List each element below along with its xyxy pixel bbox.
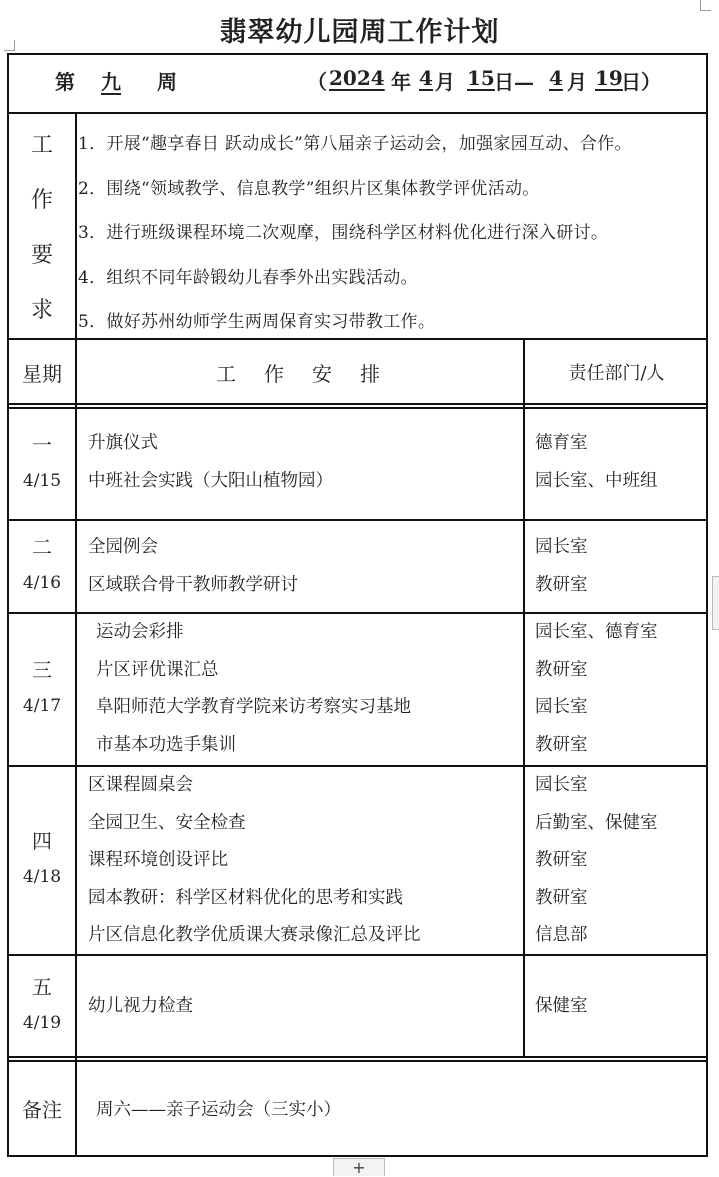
week-row — [7, 60, 708, 100]
year-unit: 年 — [391, 70, 411, 94]
header-owner: 责任部门/人 — [568, 363, 665, 384]
owner-item: 德育室 — [535, 433, 588, 453]
notes-label: 备注 — [22, 1097, 62, 1122]
tasks-thursday — [88, 767, 518, 955]
owner-item: 保健室 — [535, 996, 588, 1016]
notes-text: 周六——亲子运动会（三实小） — [96, 1100, 341, 1120]
week-suffix: 周 — [157, 70, 177, 94]
day-cell-friday — [9, 955, 75, 1056]
task-item: 区课程圆桌会 — [88, 775, 193, 795]
range-close: 日） — [621, 70, 661, 94]
tasks-wednesday — [96, 614, 526, 764]
column-divider — [75, 113, 77, 1156]
day-cell-tuesday — [9, 520, 75, 612]
owner-item: 园长室、德育室 — [535, 622, 658, 642]
year-value: 2024 — [329, 66, 385, 90]
task-item: 升旗仪式 — [88, 433, 158, 453]
owner-item: 教研室 — [535, 574, 588, 595]
task-item: 课程环境创设评比 — [88, 850, 228, 870]
day-unit-dash: 日— — [494, 70, 534, 94]
task-item: 片区信息化教学优质课大赛录像汇总及评比 — [88, 925, 421, 945]
add-sheet-button[interactable]: + — [333, 1158, 385, 1176]
requirements-label-char: 作 — [30, 188, 53, 213]
weekday-label: 四 — [32, 829, 52, 853]
side-scroll-handle[interactable] — [712, 576, 719, 630]
task-item: 片区评优课汇总 — [96, 659, 219, 680]
day-cell-thursday — [9, 766, 75, 954]
date-label: 4/16 — [22, 573, 62, 593]
owner-item: 园长室 — [535, 697, 588, 717]
requirements-list — [78, 122, 708, 345]
owners-tuesday — [535, 529, 705, 604]
task-item: 全园例会 — [88, 537, 158, 557]
weekday-label: 三 — [32, 658, 52, 682]
owner-item: 园长室 — [535, 537, 588, 557]
requirement-item: 5．做好苏州幼师学生两周保育实习带教工作。 — [78, 312, 436, 333]
requirement-item: 3．进行班级课程环境二次观摩，围绕科学区材料优化进行深入研讨。 — [78, 223, 609, 244]
owner-item: 园长室、中班组 — [535, 470, 658, 491]
date-label: 4/19 — [22, 1012, 62, 1033]
owner-item: 信息部 — [535, 925, 588, 945]
week-number: 九 — [101, 70, 121, 94]
task-item: 中班社会实践（大阳山植物园） — [88, 470, 333, 491]
start-month: 4 — [419, 66, 433, 90]
date-label: 4/17 — [22, 696, 62, 716]
owners-friday — [535, 988, 705, 1026]
requirement-item: 1．开展“趣享春日 跃动成长”第八届亲子运动会，加强家园互动、合作。 — [78, 134, 632, 154]
margin-corner-mark — [700, 0, 711, 11]
header-work: 工 作 安 排 — [216, 361, 384, 386]
owner-item: 后勤室、保健室 — [535, 812, 658, 833]
row-divider — [7, 112, 708, 114]
task-item: 阜阳师范大学教育学院来访考察实习基地 — [96, 697, 411, 717]
month-unit: 月 — [567, 70, 587, 94]
task-item: 全园卫生、安全检查 — [88, 812, 246, 833]
owner-item: 教研室 — [535, 659, 588, 680]
requirements-label-char: 工 — [30, 133, 53, 158]
task-item: 运动会彩排 — [96, 622, 184, 642]
row-divider — [7, 1060, 708, 1062]
range-open: （ — [307, 70, 327, 94]
owner-item: 教研室 — [535, 734, 588, 755]
weekday-label: 一 — [32, 433, 52, 457]
day-cell-wednesday — [9, 613, 75, 765]
task-item: 市基本功选手集训 — [96, 734, 236, 755]
row-divider — [7, 519, 708, 521]
margin-corner-mark — [4, 40, 15, 51]
row-divider — [7, 1056, 708, 1058]
tasks-tuesday — [88, 529, 518, 604]
week-prefix: 第 — [55, 70, 75, 94]
requirements-label — [9, 116, 75, 336]
owners-thursday — [535, 767, 705, 955]
end-day: 19 — [595, 66, 623, 90]
page-title: 翡翠幼儿园周工作计划 — [219, 17, 500, 48]
end-month: 4 — [549, 66, 563, 90]
owners-monday — [535, 425, 705, 500]
tasks-friday — [88, 988, 518, 1026]
owner-item: 教研室 — [535, 887, 588, 908]
tasks-monday — [88, 425, 518, 500]
task-item: 区域联合骨干教师教学研讨 — [88, 574, 298, 595]
header-day: 星期 — [22, 361, 62, 386]
task-item: 园本教研：科学区材料优化的思考和实践 — [88, 887, 403, 908]
requirement-item: 2．围绕“领域教学、信息教学”组织片区集体教学评优活动。 — [78, 178, 540, 199]
row-divider — [7, 407, 708, 409]
requirement-item: 4．组织不同年龄锻幼儿春季外出实践活动。 — [78, 267, 418, 288]
month-unit: 月 — [435, 70, 455, 94]
owner-item: 教研室 — [535, 850, 588, 870]
owner-item: 园长室 — [535, 775, 588, 795]
owners-wednesday — [535, 614, 705, 764]
weekday-label: 五 — [32, 974, 52, 999]
start-day: 15 — [467, 66, 495, 90]
requirements-label-char: 要 — [30, 243, 53, 268]
date-label: 4/15 — [22, 471, 62, 491]
weekday-label: 二 — [32, 535, 52, 559]
requirements-label-char: 求 — [30, 298, 53, 323]
day-cell-monday — [9, 409, 75, 519]
date-label: 4/18 — [22, 867, 62, 887]
task-item: 幼儿视力检查 — [88, 996, 193, 1016]
